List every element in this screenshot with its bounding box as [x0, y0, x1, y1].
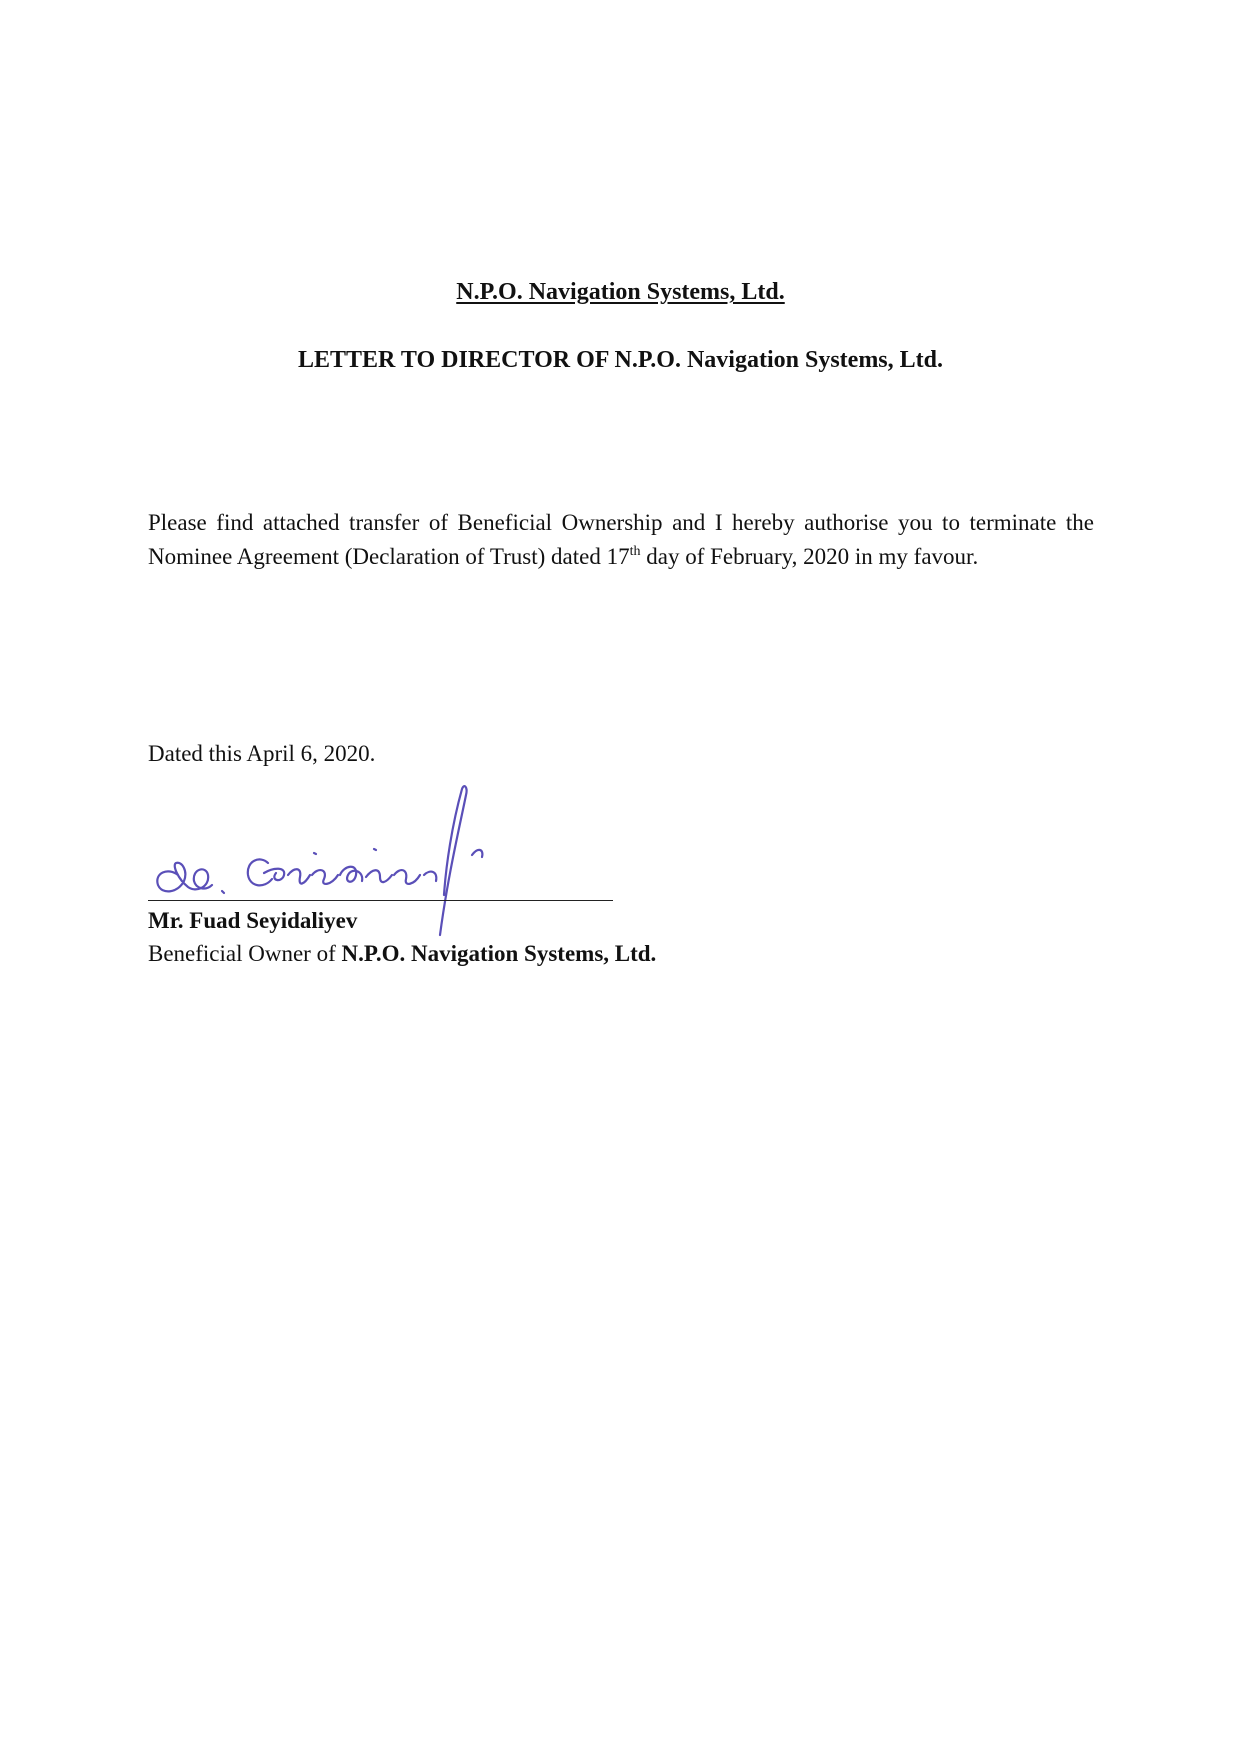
- letter-heading: LETTER TO DIRECTOR OF N.P.O. Navigation Systems, Ltd.: [297, 347, 943, 373]
- body-paragraph: [148, 506, 1094, 574]
- body-text-start: Please find attached transfer of Beneficial Ownership and I hereby authorise you to terminate the Nominee Agreement (Declaration of Trust) dated 17: [148, 510, 1094, 569]
- signature-line: [148, 900, 613, 901]
- body-text-end: day of February, 2020 in my favour.: [640, 544, 979, 569]
- company-heading: N.P.O. Navigation Systems, Ltd.: [456, 279, 785, 305]
- dated-line: Dated this April 6, 2020.: [148, 741, 376, 766]
- signer-name: Mr. Fuad Seyidaliyev: [148, 908, 358, 933]
- signer-title-prefix: Beneficial Owner of: [148, 941, 342, 966]
- signer-title-company: N.P.O. Navigation Systems, Ltd.: [341, 941, 657, 966]
- signer-title: [148, 938, 656, 970]
- ordinal-superscript: th: [629, 544, 641, 559]
